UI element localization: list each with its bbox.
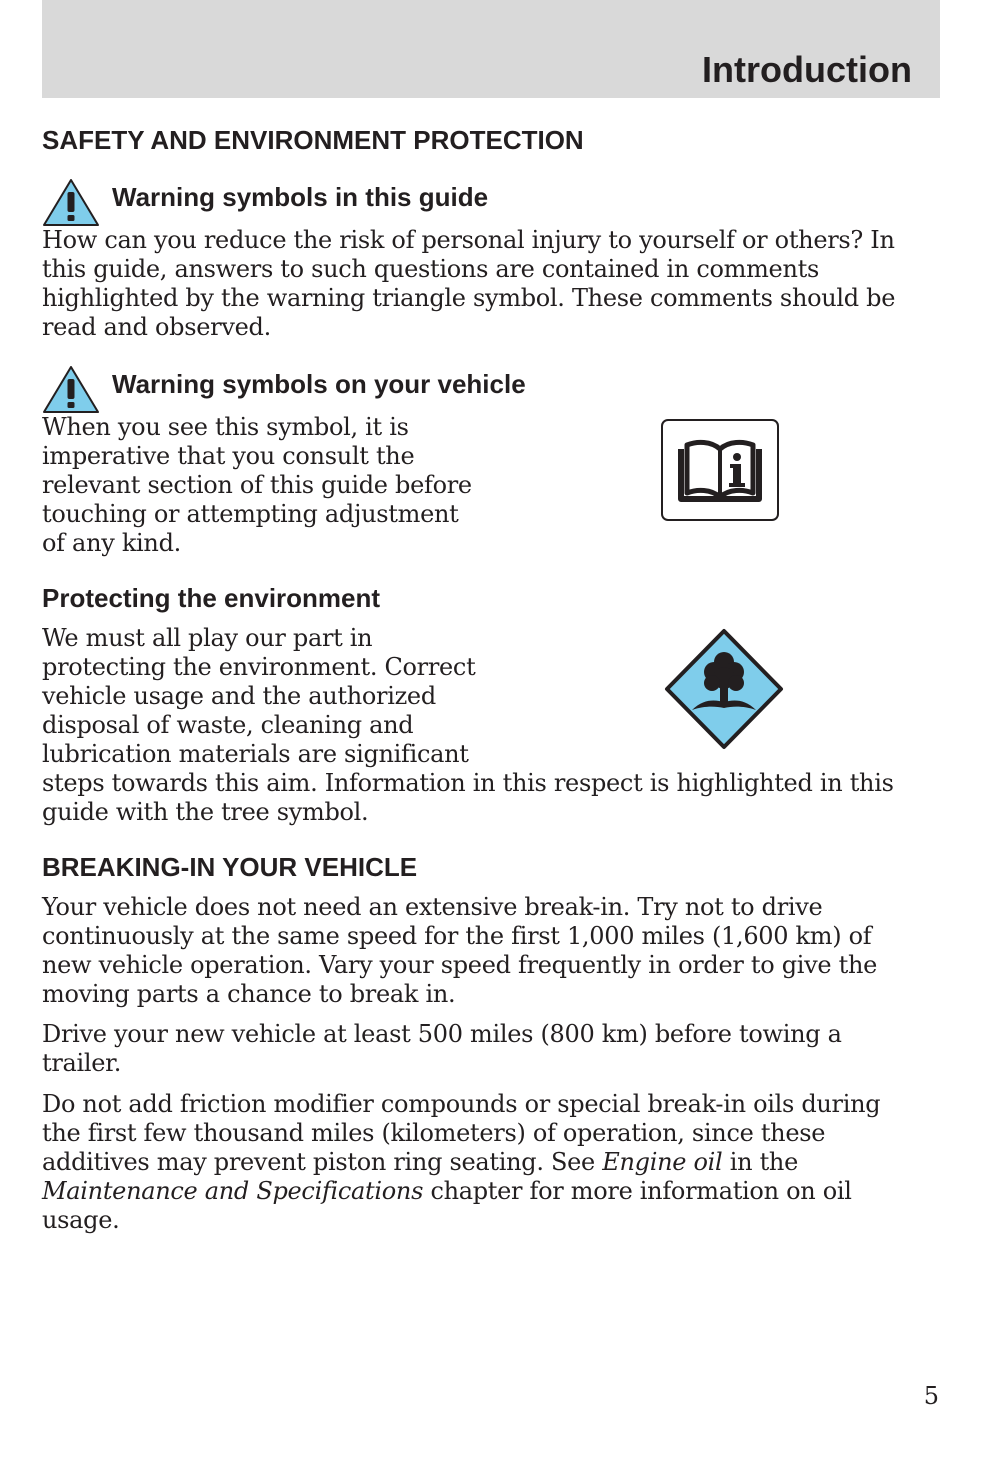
text-line [42,1177,880,1206]
text-span: chapter for more information on oil [423,1177,852,1205]
text-line: new vehicle operation. Vary your speed frequently in order to give the [42,951,878,979]
text-line: usage. [42,1206,120,1234]
page-number: 5 [923,1382,939,1410]
reference-engine-oil: Engine oil [602,1148,723,1176]
text-line: this guide, answers to such questions are contained in comments [42,255,819,283]
text-line: the first few thousand miles (kilometers) of operation, since these [42,1119,826,1147]
paragraph-vehicle-symbols [42,413,472,558]
reference-maintenance-chapter: Maintenance and Specifications [42,1177,424,1205]
text-line: protecting the environment. Correct [42,653,476,681]
text-line: How can you reduce the risk of personal injury to yourself or others? In [42,226,895,254]
text-line: of any kind. [42,529,181,557]
subheading-vehicle-symbols: Warning symbols on your vehicle [112,369,526,399]
section-heading-breaking-in: BREAKING-IN YOUR VEHICLE [42,852,418,882]
text-line: continuously at the same speed for the first 1,000 miles (1,600 km) of [42,922,872,950]
text-line: Do not add friction modifier compounds or special break-in oils during [42,1090,881,1118]
header-band [42,0,940,98]
text-line: read and observed. [42,313,271,341]
subheading-guide-symbols: Warning symbols in this guide [112,182,489,212]
text-line: moving parts a chance to break in. [42,980,456,1008]
text-line: Your vehicle does not need an extensive break-in. Try not to drive [42,893,823,921]
text-line: trailer. [42,1049,122,1077]
text-span: additives may prevent piston ring seating. See [42,1148,603,1176]
page-title: Introduction [702,49,912,90]
text-span: in the [722,1148,798,1176]
text-line: lubrication materials are significant [42,740,469,768]
text-line: steps towards this aim. Information in this respect is highlighted in this [42,769,894,797]
text-line: relevant section of this guide before [42,471,472,499]
text-line: disposal of waste, cleaning and [42,711,414,739]
paragraph-guide-symbols [42,226,895,342]
text-line: touching or attempting adjustment [42,500,459,528]
warning-triangle-icon [42,178,100,228]
text-line: vehicle usage and the authorized [42,682,436,710]
owner-manual-info-icon [661,419,779,521]
text-line: We must all play our part in [42,624,373,652]
paragraph-breaking-in-1 [42,893,877,1009]
text-line [42,1148,880,1177]
text-line: highlighted by the warning triangle symbol. These comments should be [42,284,896,312]
warning-triangle-icon [42,365,100,415]
paragraph-breaking-in-2 [42,1020,842,1078]
text-line: imperative that you consult the [42,442,415,470]
subheading-environment: Protecting the environment [42,583,381,613]
text-line: When you see this symbol, it is [42,413,409,441]
paragraph-breaking-in-3 [42,1090,880,1235]
text-line: Drive your new vehicle at least 500 miles (800 km) before towing a [42,1020,842,1048]
text-line: guide with the tree symbol. [42,798,369,826]
section-heading-safety: SAFETY AND ENVIRONMENT PROTECTION [42,125,584,155]
environment-tree-icon [664,628,784,750]
